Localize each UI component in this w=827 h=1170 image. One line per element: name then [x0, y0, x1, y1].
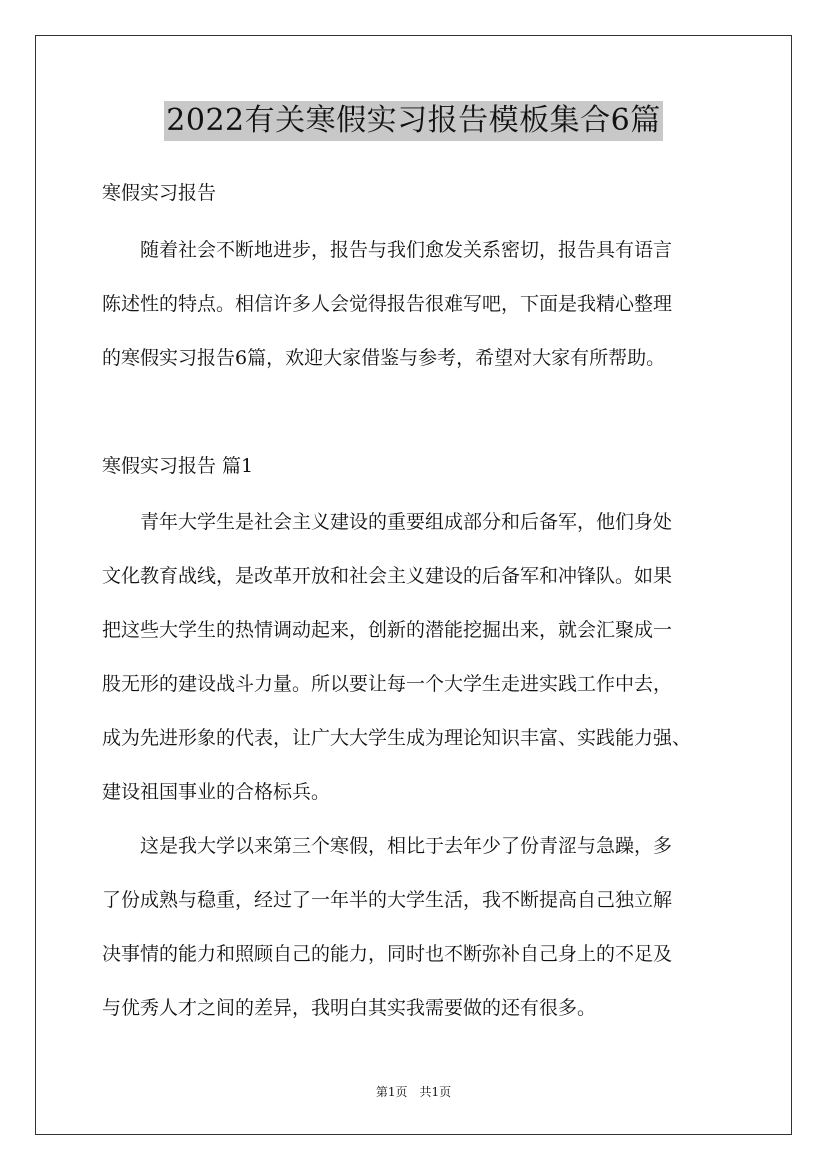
paragraph-line: 把这些大学生的热情调动起来，创新的潜能挖掘出来，就会汇聚成一	[102, 619, 673, 641]
section-heading: 寒假实习报告 篇1	[102, 455, 254, 477]
paragraph-line: 文化教育战线，是改革开放和社会主义建设的后备军和冲锋队。如果	[102, 565, 673, 587]
paragraph-line: 股无形的建设战斗力量。所以要让每一个大学生走进实践工作中去，	[102, 673, 673, 695]
paragraph-line: 这是我大学以来第三个寒假，相比于去年少了份青涩与急躁，多	[102, 835, 673, 857]
paragraph-line: 决事情的能力和照顾自己的能力，同时也不断弥补自己身上的不足及	[102, 943, 673, 965]
paragraph-line: 青年大学生是社会主义建设的重要组成部分和后备军，他们身处	[102, 511, 673, 533]
intro-line: 随着社会不断地进步，报告与我们愈发关系密切，报告具有语言	[102, 239, 673, 261]
paragraph-line: 与优秀人才之间的差异，我明白其实我需要做的还有很多。	[102, 997, 597, 1019]
paragraph-line: 成为先进形象的代表，让广大大学生成为理论知识丰富、实践能力强、	[102, 727, 692, 749]
intro-heading: 寒假实习报告	[102, 182, 217, 204]
intro-line: 陈述性的特点。相信许多人会觉得报告很难写吧，下面是我精心整理	[102, 293, 673, 315]
page-footer: 第1页 共1页	[375, 1085, 452, 1099]
document-title: 2022有关寒假实习报告模板集合6篇	[164, 101, 662, 141]
title-container	[0, 101, 827, 141]
paragraph-line: 建设祖国事业的合格标兵。	[102, 781, 331, 803]
intro-line: 的寒假实习报告6篇，欢迎大家借鉴与参考，希望对大家有所帮助。	[102, 347, 666, 369]
paragraph-line: 了份成熟与稳重，经过了一年半的大学生活，我不断提高自己独立解	[102, 889, 673, 911]
